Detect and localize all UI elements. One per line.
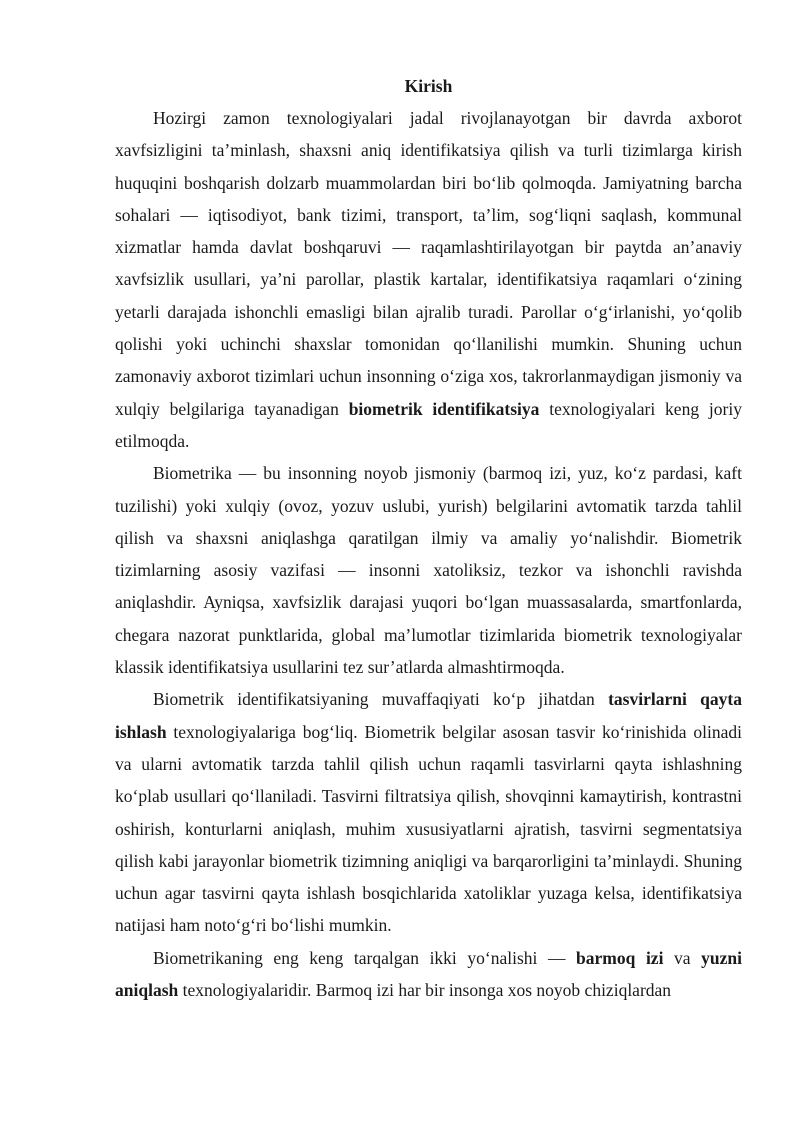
bold-term: barmoq izi [576, 947, 664, 968]
bold-term: yuzni aniqlash [115, 947, 742, 1001]
paragraph-biometrics [115, 457, 742, 683]
text-span: Biometrikaning eng keng tarqalgan ikki yo‘nalishi — [153, 947, 577, 968]
text-span: Hozirgi zamon texnologiyalari jadal rivojlanayotgan bir davrda axborot xavfsizligini ta’minlash, shaxsni aniq identifikatsiya qilish va turli tizimlarga kirish huquqini boshqarish dolzarb muammolardan biri bo‘lib qolmoqda. Jamiyatning barcha sohalari — iqtisodiyot, bank tizimi, transport, ta’lim, sog‘liqni saqlash, kommunal xizmatlar hamda davlat boshqaruvi — raqamlashtirilayotgan bir paytda an’anaviy xavfsizlik usullari, ya’ni parollar, plastik kartalar, identifikatsiya raqamlari o‘zining yetarli darajada ishonchli emasligi bilan ajralib turadi. Parollar o‘g‘irlanishi, yo‘qolib qolishi yoki uchinchi shaxslar tomonidan qo‘llanilishi mumkin. Shuning uchun zamonaviy axborot tizimlari uchun insonning o‘ziga xos, takrorlanmaydigan jismoniy va xulqiy belgilariga tayanadigan [115, 108, 742, 419]
text-span: texnologiyalariga bog‘liq. Biometrik belgilar asosan tasvir ko‘rinishida olinadi va ularni avtomatik tarzda tahlil qilish uchun raqamli tasvirlarni qayta ishlashning ko‘plab usullari qo‘llaniladi. Tasvirni filtratsiya qilish, shovqinni kamaytirish, kontrastni oshirish, konturlarni aniqlash, muhim xususiyatlarni ajratish, tasvirni segmentatsiya qilish kabi jarayonlar biometrik tizimning aniqligi va barqarorligini ta’minlaydi. Shuning uchun agar tasvirni qayta ishlash bosqichlarida xatoliklar yuzaga kelsa, identifikatsiya natijasi ham noto‘g‘ri bo‘lishi mumkin. [115, 721, 742, 936]
text-span: Biometrik identifikatsiyaning muvaffaqiyati ko‘p jihatdan [153, 689, 609, 710]
bold-term: tasvirlarni qayta ishlash [115, 689, 742, 742]
text-span: texnologiyalaridir. Barmoq izi har bir insonga xos noyob chiziqlardan [178, 980, 672, 1001]
paragraph-image-processing [115, 683, 742, 941]
text-span: Biometrika — bu insonning noyob jismoniy (barmoq izi, yuz, ko‘z pardasi, kaft tuzilishi) yoki xulqiy (ovoz, yozuv uslubi, yurish) belgilarini avtomatik tarzda tahlil qilish va shaxsni aniqlashga qaratilgan ilmiy va amaliy yo‘nalishdir. Biometrik tizimlarning asosiy vazifasi — insonni xatoliksiz, tezkor va ishonchli ravishda aniqlashdir. Ayniqsa, xavfsizlik darajasi yuqori bo‘lgan muassasalarda, smartfonlarda, chegara nazorat punktlarida, global ma’lumotlar tizimlarida biometrik texnologiyalar klassik identifikatsiya usullarini tez sur’atlarda almashtirmoqda. [115, 463, 742, 678]
text-span: va [663, 947, 702, 968]
text-span: texnologiyalari keng joriy etilmoqda. [115, 398, 742, 451]
bold-term: biometrik identifikatsiya [348, 398, 540, 419]
document-page [115, 70, 742, 1006]
page-title: Kirish [404, 76, 453, 96]
paragraph-intro [115, 102, 742, 457]
paragraph-directions [115, 942, 742, 1007]
